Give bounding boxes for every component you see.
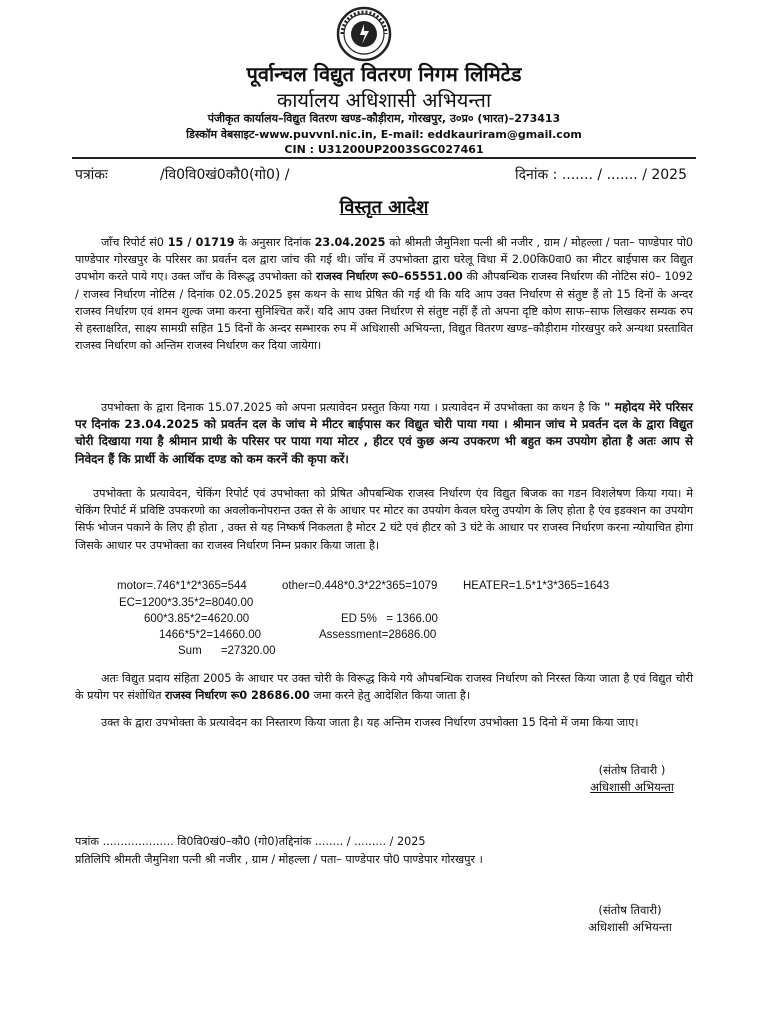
cin-number: CIN : U31200UP2003SGC027461 (284, 143, 484, 156)
date-field (515, 165, 687, 184)
email-link[interactable]: eddkauriram@gmail.com (427, 128, 582, 141)
inspection-date: 23.04.2025 (314, 236, 386, 249)
contact-line (0, 127, 768, 142)
para4-text-a: अतः विद्युत प्रदाय संहिता 2005 के आधार पर उक्त चोरी के विरूद्ध किये गये औपबन्धिक राजस्व निर्धारण को निरस्त किया जाता है एवं विद्युत चोरी के प्रयोग पर संशोधित (75, 672, 693, 703)
consumer-statement: " महोदय मेरे परिसर पर दिनांक 23.04.2025 को प्रवर्तन दल के जांच मे मीटर बाईपास कर विद्युत चोरी पाया गया । श्रीमान जांच मे प्रवर्तन दल के द्वारा विद्युत चोरी दिखाया गया है श्रीमान प्राथी के परिसर पर पाया गया मोटर , हीटर एवं कुछ अन्य उपकरण भी बहुत कम उपयोग होता है अतः आप से निवेदन हैं कि प्रार्थी के आर्थिक दण्ड को कम करनें की कृपा करें। (75, 400, 693, 466)
paragraph-analysis (75, 485, 693, 554)
para2-text-a: उपभोक्ता के द्वारा दिनाक 15.07.2025 को अपना प्रत्यावेदन प्रस्तुत किया गया । प्रत्यावेदन में उपभोक्ता का कथन है कि (101, 401, 601, 414)
signature-name-1: (संतोष तिवारी ) (598, 763, 666, 777)
para1-text-a: जाँच रिपोर्ट सं0 (101, 236, 164, 249)
copy-patrank-line: पत्रांक .................... वि0वि0खं0–कौ0 (गो0)तद्दिनांक ........ / ......... / 2025 (75, 835, 426, 848)
patrank-label: पत्रांकः (75, 167, 108, 183)
paragraph-inspection (75, 234, 693, 354)
corporation-seal-icon (336, 6, 392, 62)
document-title (0, 195, 768, 219)
calc-sum: Sum =27320.00 (178, 645, 276, 657)
email-label: E-mail: (380, 128, 424, 141)
calc-other: other=0.448*0.3*22*365=1079 (282, 580, 438, 592)
header-divider (72, 157, 696, 159)
paragraph-order (75, 670, 693, 704)
calc-ec: EC=1200*3.35*2=8040.00 (119, 597, 254, 609)
para1-text-c: को श्रीमती जैमुनिशा पत्नी श्री नजीर , ग्राम / मोहल्ला / पता– पाण्डेपार पो0 पाण्डेपार गोरखपुर के परिसर का प्रवर्तन दल द्वारा जांच की गई थी। जाँच में उपभोक्ता द्वारा घरेलू विधा में 2.00कि0वा0 का मीटर बाईपास कर विद्युत उपभोग करते पाये गए। उक्त जाँच के विरूद्ध उपभोक्ता को (75, 236, 694, 284)
copy-recipient-line: प्रतिलिपि श्रीमती जैमुनिशा पत्नी श्री नजीर , ग्राम / मोहल्ला / पता– पाण्डेपार पो0 पाण्डेपार गोरखपुर । (75, 853, 483, 866)
calc-heater: HEATER=1.5*1*3*365=1643 (463, 580, 610, 592)
provisional-amount: राजस्व निर्धारण रू0–65551.00 (315, 270, 463, 284)
signature-designation-2: अधिशासी अभियन्ता (588, 920, 672, 934)
para3-text: उपभोक्ता के प्रत्यावेदन, चेकिंग रिपोर्ट एवं उपभोक्ता को प्रेषित औपबन्धिक राजस्व निर्धारण एंव विद्युत बिजक का गडन विशलेषण किया गया। मे चेकिंग रिपोर्ट में प्रविष्टि उपकरणो का अवलोकनोपरान्त उक्त से के आधार पर मोटर का उपयोग केवल घरेलु उपयोग के लिए होता है एंव इडक्शन का उपयोग सिर्फ भोजन पकाने के लिए ही होता , उक्त से यह निष्कर्ष निकलता है मोटर 2 घंटे एवं हीटर को 3 घंटे के आधार पर राजस्व निर्धारण करना न्योयाचित होगा जिसके आधार पर उपभोक्ता का राजस्व निर्धारण निम्न प्रकार किया जाता है। (75, 487, 693, 552)
signature-designation-1: अधिशासी अभियन्ता (590, 780, 674, 794)
revised-amount: राजस्व निर्धारण रू0 28686.00 (165, 689, 310, 703)
calc-line4: 1466*5*2=14660.00 (159, 629, 262, 641)
signature-name-2: (संतोष तिवारी) (598, 903, 662, 917)
calc-ed: ED 5% = 1366.00 (341, 613, 438, 625)
para1-text-d: की औपबन्धिक राजस्व निर्धारण की नोटिस सं0– 1092 / राजस्व निर्धारण नोटिस / दिनांक 02.05.2025 इस कथन के साथ प्रेषित की गई थी कि यदि आप उक्त निर्धारण से संतुष्ट हैं तो 15 दिनों के अन्दर राजस्व निर्धारण एवं शमन शुल्क जमा करना सुनिश्चित करें। यदि आप उक्त निर्धारण से संतुष्ट नहीं हैं तो अपना दृष्टि कोण साफ–साफ लिखकर सम्यक रुप से हस्ताक्षरित, साक्ष्य सामग्री सहित 15 दिनों के अन्दर सम्भारक रुप में अधिशासी अभियन्ता, विद्युत वितरण खण्ड–कौड़ीराम गोरखपुर करे अन्यथा प्रस्तावित राजस्व निर्धारण को अन्तिम राजस्व निर्धारण कर दिया जायेगा। (75, 270, 694, 353)
paragraph-disposal (75, 714, 693, 731)
date-label: दिनांक : (515, 167, 558, 183)
registered-address: पंजीकृत कार्यालय–विद्युत वितरण खण्ड–कौड़ीराम, गोरखपुर, उ०प्र० (भारत)–273413 (207, 112, 561, 125)
calc-assessment: Assessment=28686.00 (319, 629, 437, 641)
para1-text-b: के अनुसार दिनांक (238, 236, 311, 249)
para5-text: उक्त के द्वारा उपभोक्ता के प्रत्यावेदन का निस्तारण किया जाता है। यह अन्तिम राजस्व निर्धारण उपभोक्ता 15 दिनो में जमा किया जाए। (101, 716, 639, 729)
report-number: 15 / 01719 (167, 236, 235, 249)
office-name: कार्यालय अधिशासी अभियन्ता (276, 88, 492, 112)
para4-text-b: जमा करने हेतु आदेशित किया जाता है। (313, 689, 471, 703)
date-value: ....... / ....... / 2025 (561, 167, 687, 183)
patrank-value: /वि0वि0खं0कौ0(गो0) / (160, 167, 290, 183)
organization-name: पूर्वान्चल विद्युत वितरण निगम लिमिटेड (246, 62, 522, 86)
document-title-text: विस्तृत आदेश (339, 197, 429, 218)
website-link[interactable]: www.puvvnl.nic.in, (259, 128, 377, 141)
paragraph-representation (75, 399, 693, 468)
calc-motor: motor=.746*1*2*365=544 (117, 580, 247, 592)
website-label: डिस्कॉम वेबसाइट- (186, 128, 260, 141)
calc-line3: 600*3.85*2=4620.00 (144, 613, 250, 625)
